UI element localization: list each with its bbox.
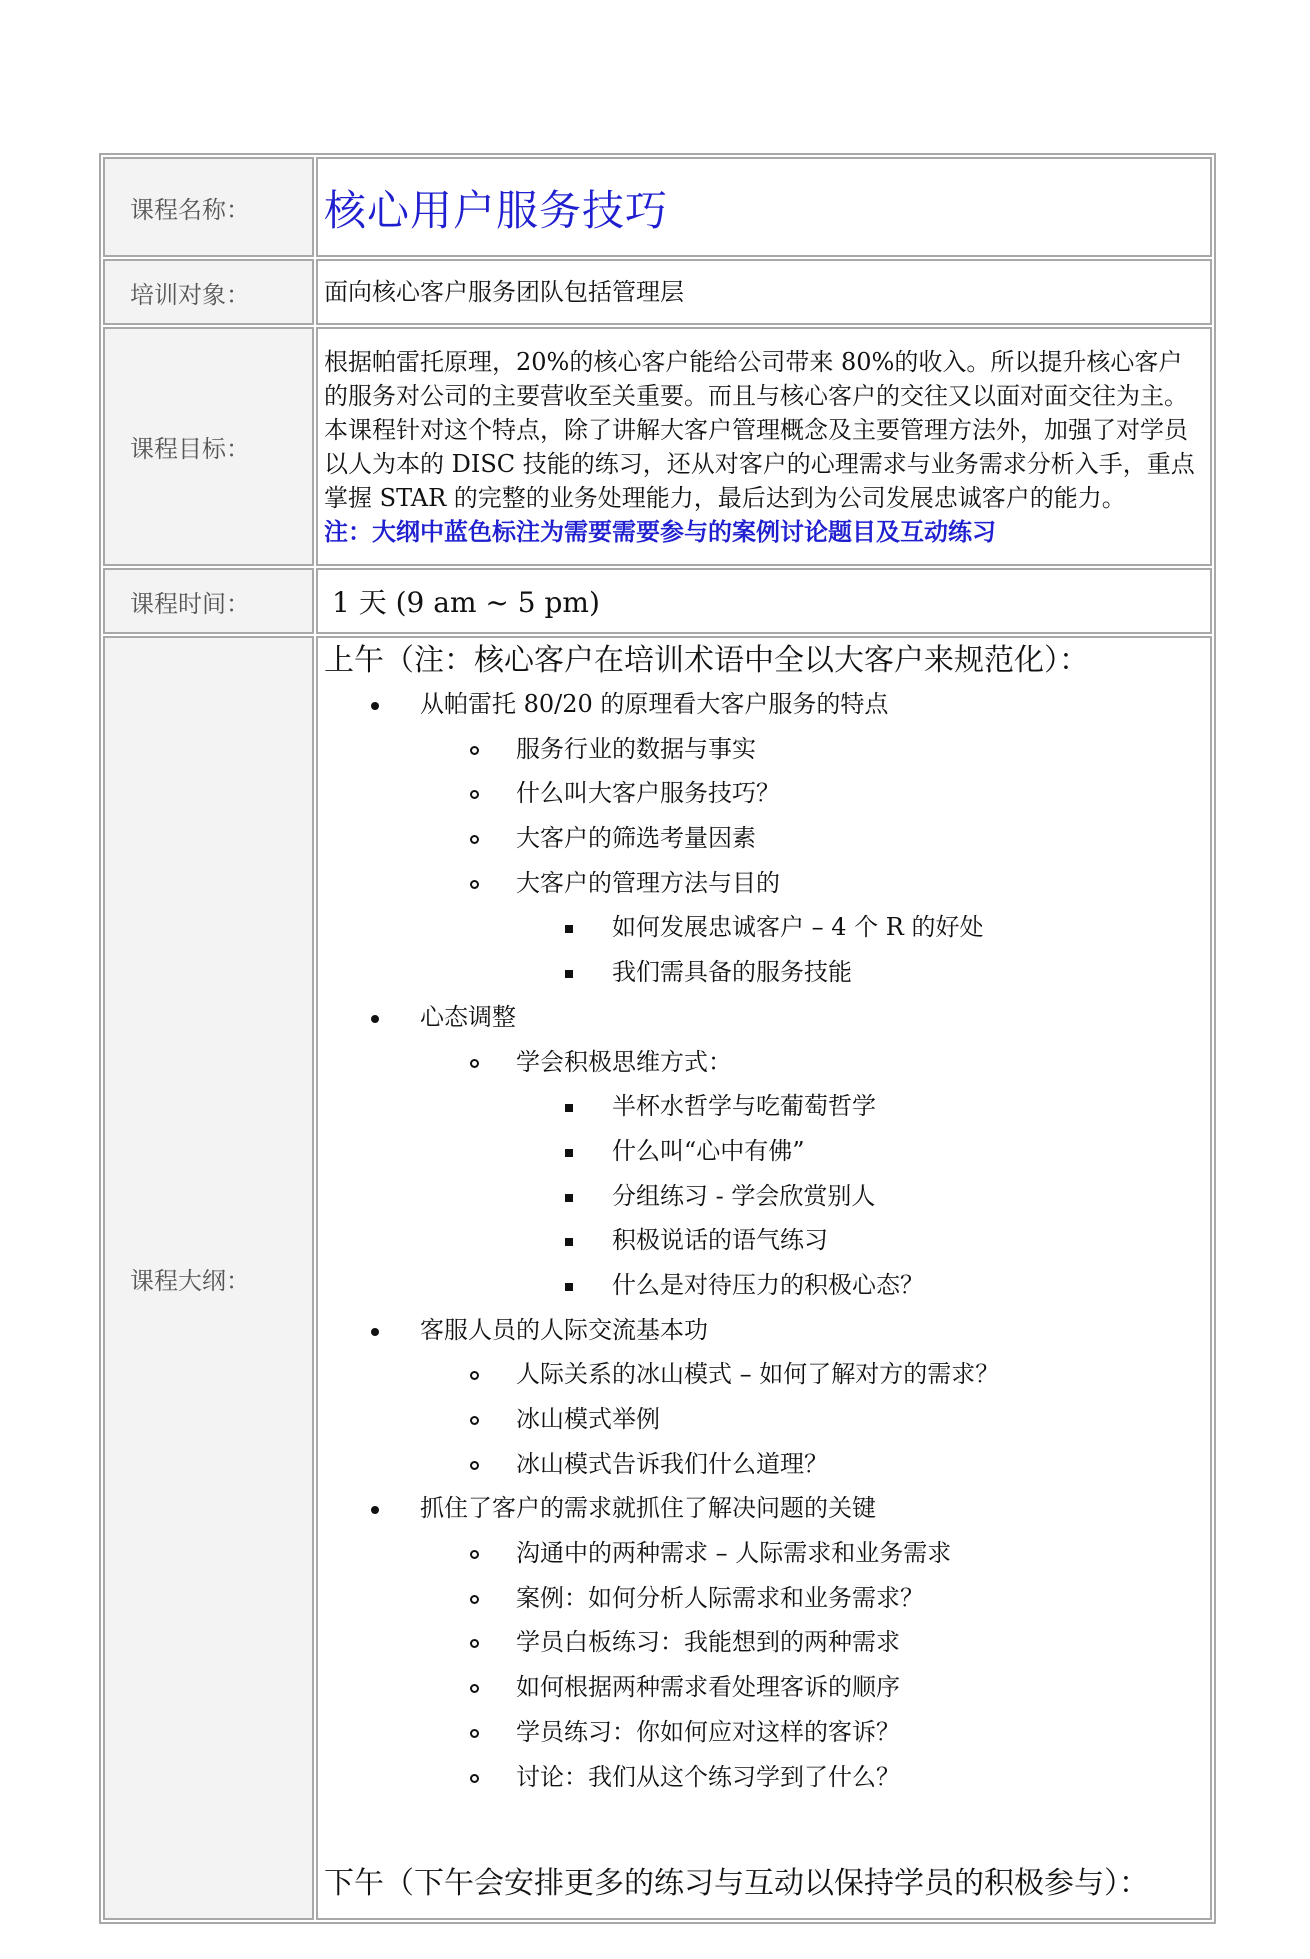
bullet-circle-icon xyxy=(470,1550,479,1559)
list-item xyxy=(324,682,1200,727)
list-item xyxy=(324,1620,1200,1665)
course-time-row xyxy=(103,568,1212,634)
bullet-square-icon xyxy=(565,1149,573,1157)
course-outline-cell xyxy=(316,636,1212,1920)
list-item xyxy=(324,905,1200,950)
bullet-circle-icon xyxy=(470,1371,479,1380)
course-time-cell xyxy=(316,568,1212,634)
bullet-square-icon xyxy=(565,925,573,933)
list-item xyxy=(324,1665,1200,1710)
course-goal-cell xyxy=(316,327,1212,566)
course-goal-row xyxy=(103,327,1212,566)
list-item xyxy=(324,1486,1200,1531)
course-title: 核心用户服务技巧 xyxy=(324,185,669,235)
morning-heading: 上午（注：核心客户在培训术语中全以大客户来规范化）： xyxy=(324,643,1089,678)
list-item xyxy=(324,1263,1200,1308)
bullet-circle-icon xyxy=(470,835,479,844)
bullet-circle-icon xyxy=(470,1416,479,1425)
outline-item-text: 从帕雷托 80/20 的原理看大客户服务的特点 xyxy=(420,690,889,718)
outline-item-text: 我们需具备的服务技能 xyxy=(612,958,852,987)
bullet-circle-icon xyxy=(470,1461,479,1470)
course-goal-text: 根据帕雷托原理，20%的核心客户能给公司带来 80%的收入。所以提升核心客户的服务对公司的主要营收至关重要。而且与核心客户的交往又以面对面交往为主。本课程针对这个特点，除了讲解大客户管理概念及主要管理方法外，加强了对学员以人为本的 DISC 技能的练习，还从对客户的心理需求与业务需求分析入手，重点掌握 STAR 的完整的业务处理能力，最后达到为公司发展忠诚客户的能力。 xyxy=(324,348,1195,512)
outline-item-text: 什么叫“心中有佛” xyxy=(612,1136,805,1165)
afternoon-heading: 下午（下午会安排更多的练习与互动以保持学员的积极参与）： xyxy=(324,1866,1149,1901)
bullet-circle-icon xyxy=(470,880,479,889)
course-goal-label: 课程目标： xyxy=(103,327,314,566)
course-name-row xyxy=(103,157,1212,257)
list-item xyxy=(324,1755,1200,1800)
bullet-circle-icon xyxy=(470,1595,479,1604)
list-item xyxy=(324,950,1200,995)
outline-item-text: 半杯水哲学与吃葡萄哲学 xyxy=(612,1092,876,1121)
outline-item-text: 学员白板练习：我能想到的两种需求 xyxy=(516,1628,900,1657)
list-item xyxy=(324,1397,1200,1442)
list-item xyxy=(324,1174,1200,1219)
list-item xyxy=(324,1084,1200,1129)
outline-item-text: 如何发展忠诚客户 – 4 个 R 的好处 xyxy=(612,913,984,942)
outline-item-text: 讨论：我们从这个练习学到了什么？ xyxy=(516,1762,900,1791)
bullet-dot-icon xyxy=(371,702,379,710)
bullet-dot-icon xyxy=(371,1506,379,1514)
outline-item-text: 什么是对待压力的积极心态？ xyxy=(612,1270,924,1299)
outline-item-text: 学会积极思维方式： xyxy=(516,1047,732,1076)
list-item xyxy=(324,1531,1200,1576)
list-item xyxy=(324,727,1200,772)
list-item xyxy=(324,1308,1200,1353)
bullet-circle-icon xyxy=(470,790,479,799)
outline-wrap xyxy=(324,638,1200,1918)
list-item xyxy=(324,816,1200,861)
outline-item-text: 抓住了客户的需求就抓住了解决问题的关键 xyxy=(420,1494,876,1523)
outline-item-text: 如何根据两种需求看处理客诉的顺序 xyxy=(516,1673,900,1702)
outline-item-text: 冰山模式告诉我们什么道理？ xyxy=(516,1449,828,1478)
course-name-cell xyxy=(316,157,1212,257)
outline-item-text: 人际关系的冰山模式 – 如何了解对方的需求？ xyxy=(516,1360,1000,1389)
outline-item-text: 心态调整 xyxy=(420,1002,516,1031)
course-time-label: 课程时间： xyxy=(103,568,314,634)
outline-item-text: 冰山模式举例 xyxy=(516,1405,660,1433)
bullet-circle-icon xyxy=(470,746,479,755)
outline-item-text: 什么叫大客户服务技巧？ xyxy=(516,779,780,808)
bullet-square-icon xyxy=(565,1104,573,1112)
training-target-cell xyxy=(316,259,1212,325)
outline-item-text: 学员练习：你如何应对这样的客诉？ xyxy=(516,1717,900,1746)
course-goal-note: 注：大纲中蓝色标注为需要需要参与的案例讨论题目及互动练习 xyxy=(324,517,996,546)
list-item xyxy=(324,861,1200,906)
list-item xyxy=(324,1218,1200,1263)
morning-block xyxy=(324,640,1200,1799)
course-name-label: 课程名称： xyxy=(103,157,314,257)
bullet-circle-icon xyxy=(470,1729,479,1738)
list-item xyxy=(324,995,1200,1040)
training-target-row xyxy=(103,259,1212,325)
list-item xyxy=(324,1576,1200,1621)
bullet-circle-icon xyxy=(470,1684,479,1693)
bullet-dot-icon xyxy=(371,1015,379,1023)
list-item xyxy=(324,1442,1200,1487)
list-item xyxy=(324,1040,1200,1085)
bullet-square-icon xyxy=(565,1283,573,1291)
outline-item-text: 大客户的管理方法与目的 xyxy=(516,868,780,897)
course-info-table xyxy=(99,153,1216,1924)
bullet-circle-icon xyxy=(470,1059,479,1068)
bullet-square-icon xyxy=(565,970,573,978)
outline-item-text: 服务行业的数据与事实 xyxy=(516,734,756,763)
course-time-value: 1 天 (9 am ~ 5 pm) xyxy=(332,586,600,619)
bullet-circle-icon xyxy=(470,1774,479,1783)
list-item xyxy=(324,771,1200,816)
list-item xyxy=(324,1352,1200,1397)
list-item xyxy=(324,1710,1200,1755)
outline-item-text: 沟通中的两种需求 – 人际需求和业务需求 xyxy=(516,1539,952,1568)
outline-item-text: 大客户的筛选考量因素 xyxy=(516,824,756,853)
outline-item-text: 分组练习 - 学会欣赏别人 xyxy=(612,1181,876,1210)
training-target-label: 培训对象： xyxy=(103,259,314,325)
outline-item-text: 案例：如何分析人际需求和业务需求？ xyxy=(516,1583,924,1612)
outline-list xyxy=(324,682,1200,1799)
course-outline-label: 课程大纲： xyxy=(103,636,314,1920)
bullet-dot-icon xyxy=(371,1328,379,1336)
list-item xyxy=(324,1129,1200,1174)
bullet-circle-icon xyxy=(470,1639,479,1648)
bullet-square-icon xyxy=(565,1194,573,1202)
outline-item-text: 积极说话的语气练习 xyxy=(612,1226,828,1255)
training-target-value: 面向核心客户服务团队包括管理层 xyxy=(324,277,684,306)
outline-item-text: 客服人员的人际交流基本功 xyxy=(420,1315,708,1344)
bullet-square-icon xyxy=(565,1238,573,1246)
course-outline-row xyxy=(103,636,1212,1920)
